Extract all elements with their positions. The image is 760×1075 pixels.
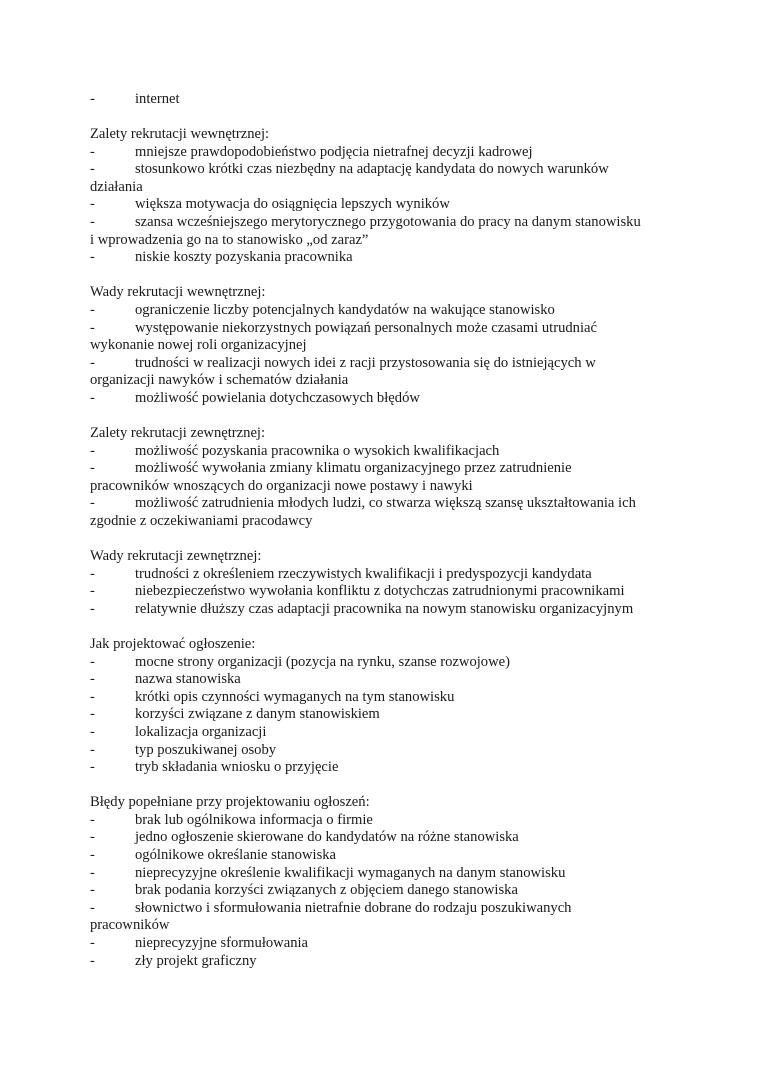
bullet-dash: - [90,301,95,318]
list-item-text: typ poszukiwanej osoby [135,741,277,758]
list-item [90,689,680,707]
list-item-continuation [90,917,680,935]
list-item [90,900,680,935]
list-item-text: pracowników [90,917,170,934]
list-item [90,953,680,971]
list-item-text: lokalizacja organizacji [135,723,267,740]
list-item-text: możliwość pozyskania pracownika o wysokich kwalifikacjach [135,442,500,459]
list-item [90,671,680,689]
section [90,284,680,407]
list-item [90,601,680,619]
list-item-text: nieprecyzyjne określenie kwalifikacji wymaganych na danym stanowisku [135,864,566,881]
list-item-text: większa motywacja do osiągnięcia lepszych wyników [135,196,450,213]
list-item-first-line [90,196,680,214]
bullet-dash: - [90,389,95,406]
document-page [90,91,680,988]
list-item-text: brak lub ogólnikowa informacja o firmie [135,811,373,828]
list-item-text: krótki opis czynności wymaganych na tym stanowisku [135,688,455,705]
bullet-dash: - [90,600,95,617]
bullet-dash: - [90,811,95,828]
bullet-dash: - [90,214,95,231]
list-item [90,302,680,320]
bullet-dash: - [90,161,95,178]
list-item [90,355,680,390]
list-item-text: mniejsze prawdopodobieństwo podjęcia nietrafnej decyzji kadrowej [135,143,533,160]
section [90,548,680,618]
list-item [90,460,680,495]
list-item-text: działania [90,178,143,195]
section [90,126,680,267]
list-item-first-line [90,953,680,971]
section-heading: Błędy popełniane przy projektowaniu ogłoszeń: [90,794,370,811]
list-item-first-line [90,161,680,179]
list-item-text: niskie koszty pozyskania pracownika [135,249,353,266]
section [90,794,680,970]
bullet-dash: - [90,706,95,723]
list-item-first-line [90,460,680,478]
list-item-first-line [90,249,680,267]
list-item-first-line [90,443,680,461]
list-item-text: trudności z określeniem rzeczywistych kwalifikacji i predyspozycji kandydata [135,565,592,582]
bullet-dash: - [90,319,95,336]
bullet-dash: - [90,864,95,881]
list-item-text: słownictwo i sformułowania nietrafnie dobrane do rodzaju poszukiwanych [135,899,572,916]
list-item-text: trudności w realizacji nowych idei z racji przystosowania się do istniejących w [135,354,596,371]
list-item-text: wykonanie nowej roli organizacyjnej [90,337,307,354]
list-item-first-line [90,566,680,584]
list-item [90,812,680,830]
list-item-text: występowanie niekorzystnych powiązań personalnych może czasami utrudniać [135,319,597,336]
list-item-continuation [90,337,680,355]
bullet-dash: - [90,196,95,213]
bullet-dash: - [90,934,95,951]
list-item [90,443,680,461]
list-item-text: tryb składania wniosku o przyjęcie [135,759,339,776]
list-item [90,706,680,724]
list-item-text: internet [135,91,180,107]
list-item-text: organizacji nawyków i schematów działania [90,372,349,389]
list-item-text: możliwość zatrudnienia młodych ludzi, co stwarza większą szansę ukształtowania ich [135,495,636,512]
list-item-text: brak podania korzyści związanych z objęciem danego stanowiska [135,882,518,899]
bullet-dash: - [90,671,95,688]
list-item-text: zgodnie z oczekiwaniami pracodawcy [90,512,313,529]
bullet-dash: - [90,741,95,758]
section-heading: Jak projektować ogłoszenie: [90,635,256,652]
list-item-first-line [90,144,680,162]
list-item [90,144,680,162]
bullet-dash: - [90,759,95,776]
list-item [90,724,680,742]
list-item-text: pracowników wnoszących do organizacji nowe postawy i nawyki [90,477,473,494]
bullet-dash: - [90,249,95,266]
section-heading: Zalety rekrutacji zewnętrznej: [90,425,266,441]
section [90,636,680,777]
list-item [90,249,680,267]
list-item-continuation [90,372,680,390]
bullet-dash: - [90,653,95,670]
list-item [90,196,680,214]
bullet-dash: - [90,829,95,846]
list-item-text: niebezpieczeństwo wywołania konfliktu z dotychczas zatrudnionymi pracownikami [135,583,625,600]
list-item-first-line [90,495,680,513]
list-item [90,742,680,760]
bullet-dash: - [90,583,95,600]
bullet-dash: - [90,952,95,969]
list-item-text: nazwa stanowiska [135,671,241,688]
list-item [90,847,680,865]
list-item [90,865,680,883]
bullet-dash: - [90,723,95,740]
list-item-text: nieprecyzyjne sformułowania [135,934,309,951]
list-item-first-line [90,935,680,953]
list-item [90,390,680,408]
bullet-dash: - [90,846,95,863]
bullet-dash: - [90,899,95,916]
bullet-dash: - [90,688,95,705]
list-item [90,495,680,530]
list-item-text: mocne strony organizacji (pozycja na rynku, szanse rozwojowe) [135,653,510,670]
list-item-continuation [90,232,680,250]
list-item-first-line [90,865,680,883]
list-item-text: i wprowadzenia go na to stanowisko „od zaraz” [90,231,369,248]
list-item-first-line [90,654,680,672]
list-item-first-line [90,847,680,865]
list-item-text: stosunkowo krótki czas niezbędny na adaptację kandydata do nowych warunków [135,161,609,178]
list-item [90,759,680,777]
list-item-first-line [90,724,680,742]
list-item-first-line [90,214,680,232]
list-item [90,935,680,953]
intro-list [90,91,680,109]
bullet-dash: - [90,143,95,160]
list-item [90,829,680,847]
list-item-continuation [90,179,680,197]
list-item-continuation [90,478,680,496]
list-item-text: zły projekt graficzny [135,952,257,969]
list-item-first-line [90,900,680,918]
list-item-first-line [90,689,680,707]
bullet-dash: - [90,91,95,107]
list-item [90,583,680,601]
section-heading: Wady rekrutacji wewnętrznej: [90,284,266,301]
section [90,425,680,531]
list-item-first-line [90,302,680,320]
list-item-continuation [90,513,680,531]
list-item-first-line [90,355,680,373]
list-item [90,654,680,672]
list-item-first-line [90,742,680,760]
list-item-text: możliwość powielania dotychczasowych błędów [135,389,420,406]
bullet-dash: - [90,442,95,459]
list-item-first-line [90,706,680,724]
list-item-text: jedno ogłoszenie skierowane do kandydatów na różne stanowiska [135,829,519,846]
list-item-first-line [90,601,680,619]
list-item-first-line [90,812,680,830]
list-item-text: ograniczenie liczby potencjalnych kandydatów na wakujące stanowisko [135,301,555,318]
list-item [90,91,680,109]
list-item-first-line [90,759,680,777]
bullet-dash: - [90,354,95,371]
list-item [90,882,680,900]
list-item-first-line [90,583,680,601]
list-item-first-line [90,829,680,847]
list-item-first-line [90,91,680,109]
list-item-text: korzyści związane z danym stanowiskiem [135,706,380,723]
bullet-dash: - [90,882,95,899]
list-item-text: ogólnikowe określanie stanowiska [135,846,337,863]
bullet-dash: - [90,565,95,582]
list-item-text: możliwość wywołania zmiany klimatu organizacyjnego przez zatrudnienie [135,460,572,477]
list-item-text: relatywnie dłuższy czas adaptacji pracownika na nowym stanowisku organizacyjnym [135,600,634,617]
list-item [90,566,680,584]
section-heading: Zalety rekrutacji wewnętrznej: [90,126,270,143]
list-item [90,320,680,355]
list-item-first-line [90,882,680,900]
list-item-text: szansa wcześniejszego merytorycznego przygotowania do pracy na danym stanowisku [135,214,641,231]
list-item-first-line [90,320,680,338]
list-item-first-line [90,390,680,408]
list-item [90,214,680,249]
bullet-dash: - [90,460,95,477]
list-item [90,161,680,196]
section-heading: Wady rekrutacji zewnętrznej: [90,548,262,565]
bullet-dash: - [90,495,95,512]
list-item-first-line [90,671,680,689]
